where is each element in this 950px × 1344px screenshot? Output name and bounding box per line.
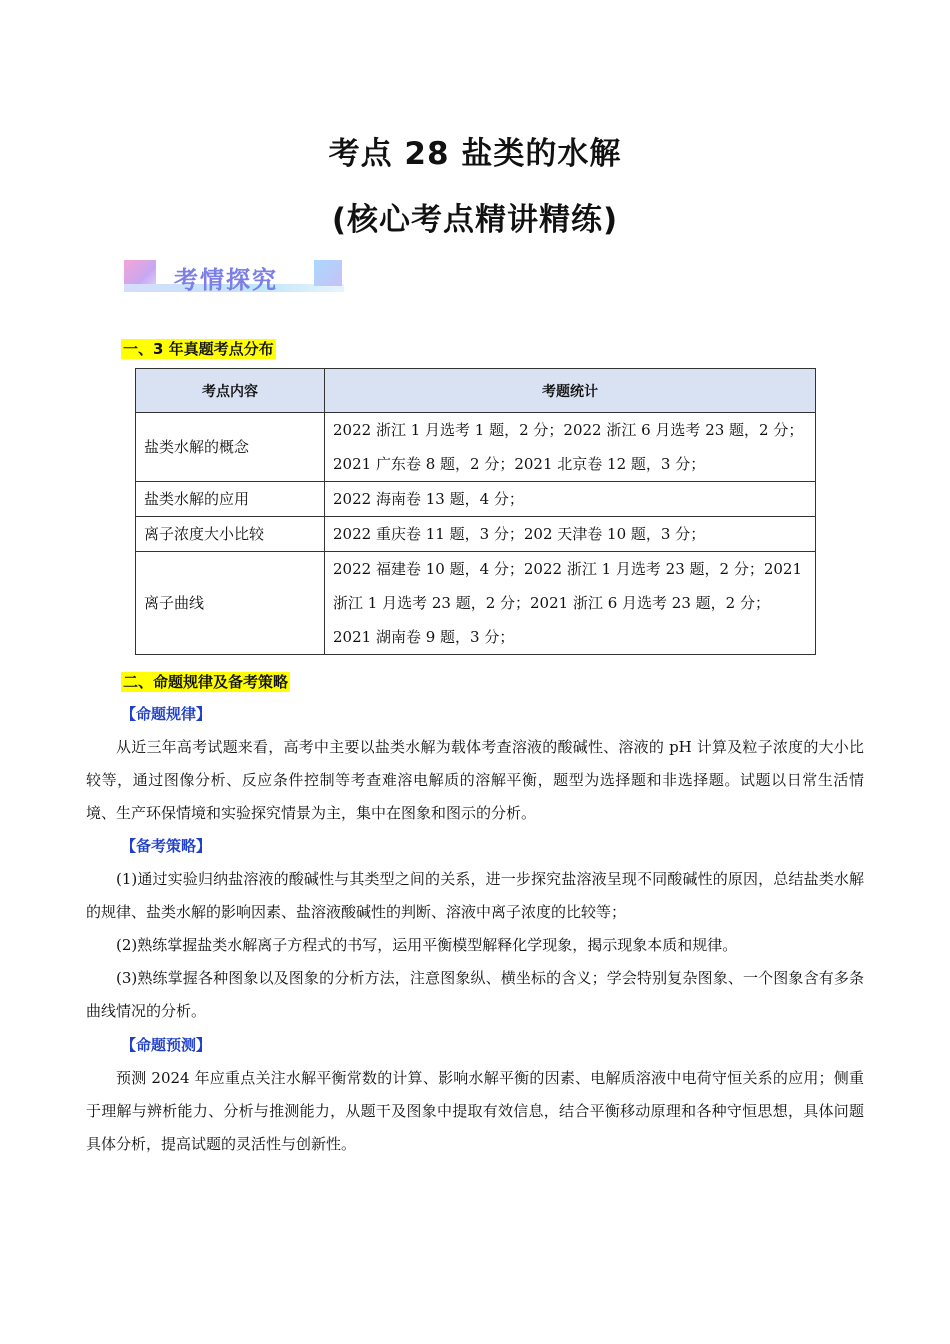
table-row	[136, 482, 816, 517]
topic-cell: 盐类水解的概念	[136, 413, 325, 482]
strategy-item-1: (1)通过实验归纳盐溶液的酸碱性与其类型之间的关系，进一步探究盐溶液呈现不同酸碱性的原因，总结盐类水解的规律、盐类水解的影响因素、盐溶液酸碱性的判断、溶液中离子浓度的比较等；	[86, 870, 864, 921]
subheading-forecast: 【命题预测】	[121, 1036, 212, 1054]
stats-cell: 2022 重庆卷 11 题，3 分；202 天津卷 10 题，3 分；	[325, 517, 816, 552]
stats-cell: 2022 浙江 1 月选考 1 题，2 分；2022 浙江 6 月选考 23 题，2 分；2021 广东卷 8 题，2 分；2021 北京卷 12 题，3 分；	[325, 413, 816, 482]
topic-cell: 离子浓度大小比较	[136, 517, 325, 552]
forecast-paragraph: 预测 2024 年应重点关注水解平衡常数的计算、影响水解平衡的因素、电解质溶液中电荷守恒关系的应用；侧重于理解与辨析能力、分析与推测能力，从题干及图象中提取有效信息，结合平衡移动原理和各种守恒思想，具体问题具体分析，提高试题的灵活性与创新性。	[86, 1069, 864, 1153]
stats-cell: 2022 海南卷 13 题，4 分；	[325, 482, 816, 517]
document-subtitle: (核心考点精讲精练)	[331, 202, 619, 238]
strategy-item-2: (2)熟练掌握盐类水解离子方程式的书写，运用平衡模型解释化学现象，揭示现象本质和规律。	[116, 936, 738, 954]
exam-statistics-table	[135, 368, 816, 655]
topic-cell: 离子曲线	[136, 552, 325, 655]
column-header-stats: 考题统计	[325, 369, 816, 413]
banner-label: 考情探究	[174, 260, 278, 295]
strategy-item-3: (3)熟练掌握各种图象以及图象的分析方法，注意图象纵、横坐标的含义；学会特别复杂图象、一个图象含有多条曲线情况的分析。	[86, 969, 864, 1020]
table-row	[136, 413, 816, 482]
topic-cell: 盐类水解的应用	[136, 482, 325, 517]
subheading-strategy: 【备考策略】	[121, 837, 212, 855]
table-row	[136, 552, 816, 655]
column-header-topic: 考点内容	[136, 369, 325, 413]
rules-paragraph: 从近三年高考试题来看，高考中主要以盐类水解为载体考查溶液的酸碱性、溶液的 pH 计算及粒子浓度的大小比较等，通过图像分析、反应条件控制等考查难溶电解质的溶解平衡，题型为选择题和非选择题。试题以日常生活情境、生产环保情境和实验探究情景为主，集中在图象和图示的分析。	[86, 738, 864, 822]
document-title: 考点 28 盐类的水解	[328, 136, 622, 172]
table-row	[136, 517, 816, 552]
section-banner	[124, 260, 344, 300]
banner-decoration-right	[314, 260, 342, 286]
subheading-rules: 【命题规律】	[121, 705, 212, 723]
stats-cell: 2022 福建卷 10 题，4 分；2022 浙江 1 月选考 23 题，2 分；2021 浙江 1 月选考 23 题，2 分；2021 浙江 6 月选考 23 题，2 分；2021 湖南卷 9 题，3 分；	[325, 552, 816, 655]
section-heading-rules-strategy: 二、命题规律及备考策略	[123, 673, 289, 691]
section-heading-exam-distribution: 一、3 年真题考点分布	[123, 340, 274, 358]
table-header-row	[136, 369, 816, 413]
